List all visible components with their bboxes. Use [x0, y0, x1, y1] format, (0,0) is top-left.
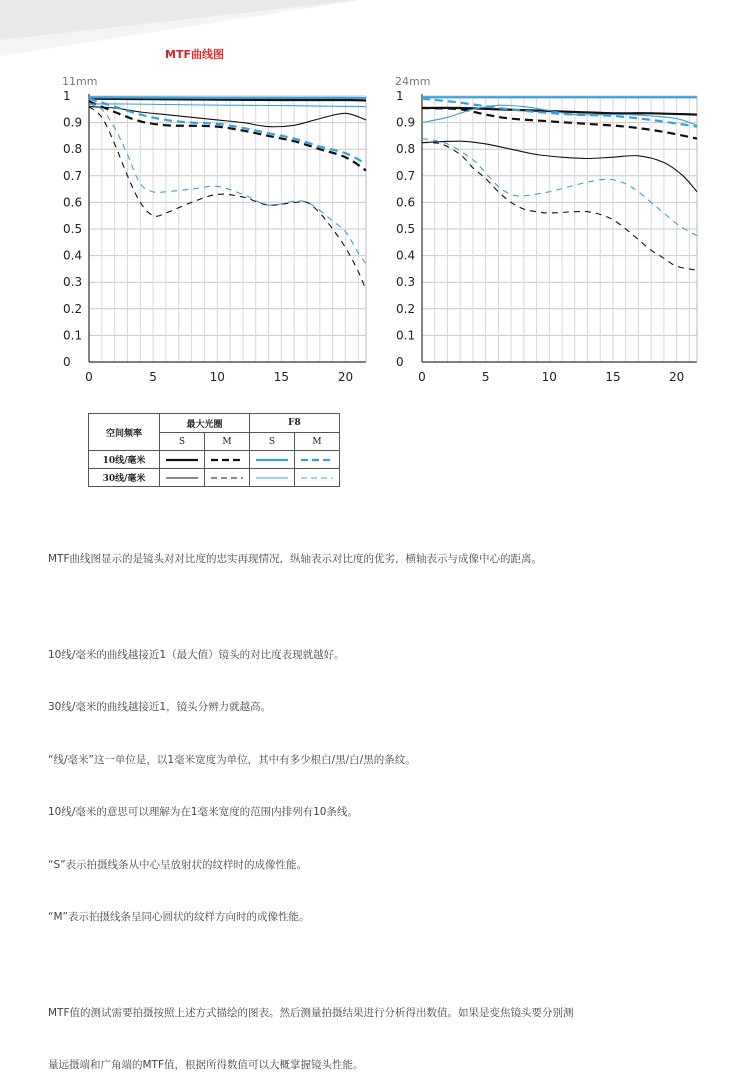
- y-tick-label: 0.3: [396, 275, 416, 290]
- legend-row-10: 10线/毫米: [89, 451, 160, 469]
- y-tick-label: 0.4: [396, 248, 416, 263]
- legend-table: [88, 413, 340, 487]
- series-line: [89, 104, 366, 107]
- x-tick-label: 20: [668, 370, 685, 384]
- y-tick-label: 0.9: [63, 115, 83, 130]
- note-paragraph: “M”表示拍摄线条呈同心圆状的纹样方向时的成像性能。: [48, 911, 310, 923]
- note-paragraph: MTF值的测试需要拍摄按照上述方式描绘的图表。然后测量拍摄结果进行分析得出数值。如果是变焦镜头要分别测: [48, 1006, 574, 1019]
- note-paragraph: 10线/毫米的曲线越接近1（最大值）镜头的对比度表现就越好。: [48, 648, 345, 661]
- legend-s-label: S: [250, 433, 295, 451]
- legend-m-label: M: [205, 433, 250, 451]
- y-tick-label: 0.3: [63, 275, 83, 290]
- legend-group-f8: F8: [250, 414, 340, 433]
- y-tick-label: 0.5: [396, 222, 416, 236]
- note-paragraph: “S”表示拍摄线条从中心呈放射状的纹样时的成像性能。: [48, 858, 308, 871]
- note-paragraph: 量远摄端和广角端的MTF值，根据所得数值可以大概掌握镜头性能。: [48, 1059, 364, 1071]
- series-line: [422, 143, 697, 271]
- y-tick-label: 0.7: [63, 168, 83, 183]
- y-tick-label: 0.9: [396, 115, 416, 130]
- legend-swatch-30-m-f8: [299, 475, 335, 481]
- x-tick-label: 0: [418, 370, 426, 384]
- x-tick-label: 0: [85, 370, 93, 384]
- y-tick-label: 0.6: [63, 195, 83, 210]
- y-tick-label: 0.4: [63, 248, 83, 263]
- y-tick-label: 0.1: [396, 328, 416, 343]
- y-tick-label: 1: [63, 89, 71, 103]
- legend-swatch-10-s-f8: [254, 457, 290, 463]
- legend-row-30: 30线/毫米: [89, 469, 160, 487]
- legend-swatch-30-s-max: [164, 475, 200, 481]
- series-line: [422, 139, 697, 236]
- legend-swatch-10-m-max: [209, 457, 245, 463]
- x-tick-label: 5: [149, 370, 157, 384]
- x-tick-label: 15: [605, 370, 621, 384]
- series-line: [89, 107, 366, 291]
- y-tick-label: 0.2: [396, 301, 416, 316]
- y-tick-label: 0.2: [63, 301, 83, 316]
- legend-swatch-30-m-max: [209, 475, 245, 481]
- x-tick-label: 5: [481, 370, 490, 384]
- legend-swatch-10-m-f8: [299, 457, 335, 463]
- y-tick-label: 1: [396, 89, 404, 103]
- note-paragraph: “线/毫米”这一单位是，以1毫米宽度为单位，其中有多少根白/黑/白/黑的条纹。: [48, 753, 416, 766]
- series-line: [89, 97, 366, 98]
- y-tick-label: 0.1: [63, 328, 83, 343]
- x-tick-label: 15: [273, 370, 290, 384]
- chart-title: MTF曲线图: [165, 48, 224, 61]
- panel-title: 24mm: [395, 75, 431, 88]
- x-tick-label: 10: [541, 370, 557, 384]
- y-tick-label: 0.6: [396, 195, 416, 210]
- y-tick-label: 0.7: [396, 168, 416, 183]
- y-tick-label: 0.5: [63, 222, 83, 236]
- legend-header-label: 空间频率: [89, 414, 160, 451]
- legend-s-label: S: [160, 433, 205, 451]
- panel-title: 11mm: [62, 75, 98, 88]
- legend-swatch-10-s-max: [164, 457, 200, 463]
- y-tick-label: 0: [396, 355, 404, 369]
- y-tick-label: 0: [63, 355, 71, 369]
- legend-m-label: M: [295, 433, 340, 451]
- series-line: [89, 99, 366, 164]
- x-tick-label: 10: [209, 370, 225, 384]
- note-paragraph: 30线/毫米的曲线越接近1，镜头分辨力就越高。: [48, 701, 272, 713]
- y-tick-label: 0.8: [396, 142, 416, 157]
- series-line: [89, 107, 366, 127]
- legend-group-max-aperture: 最大光圈: [160, 414, 250, 433]
- mtf-chart-area: [0, 0, 750, 400]
- note-paragraph: 10线/毫米的意思可以理解为在1毫米宽度的范围内排列有10条线。: [48, 806, 358, 818]
- y-tick-label: 0.8: [63, 142, 83, 157]
- legend-swatch-30-s-f8: [254, 475, 290, 481]
- note-paragraph: MTF曲线图显示的是镜头对对比度的忠实再现情况，纵轴表示对比度的优劣，横轴表示与成像中心的距离。: [48, 553, 543, 565]
- x-tick-label: 20: [337, 370, 354, 384]
- explanation-text: [48, 516, 574, 1092]
